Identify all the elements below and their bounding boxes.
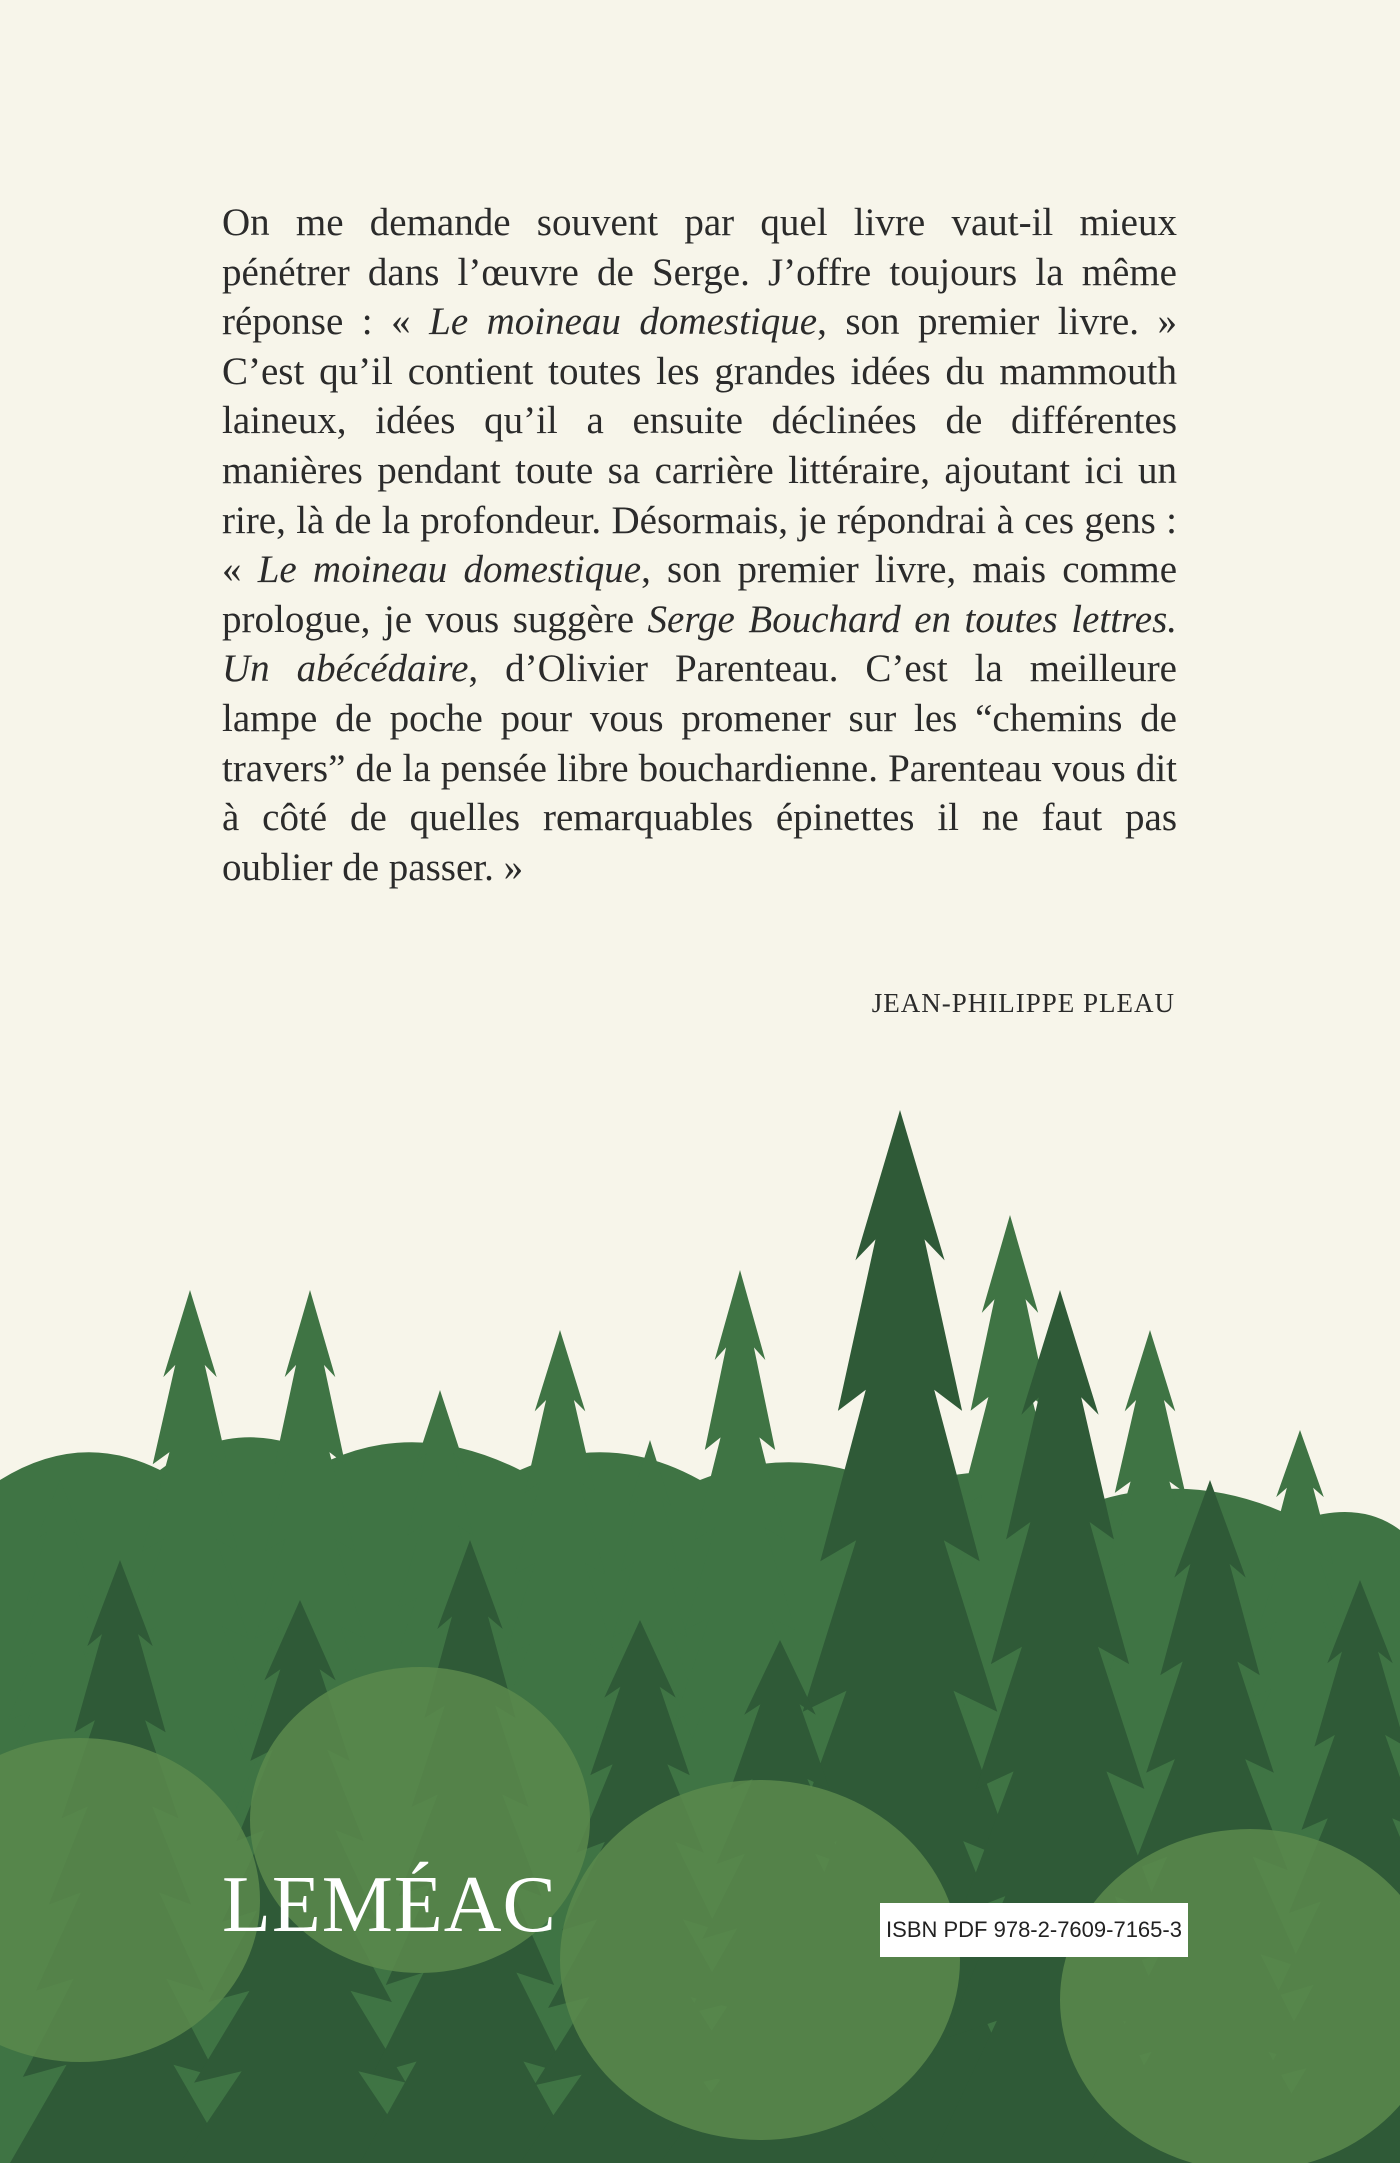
leafy-tree <box>560 1780 960 2140</box>
blurb-part-3: , son premier livre, mais comme prologue, je vous suggère <box>222 548 1177 641</box>
isbn-label: ISBN PDF 978-2-7609-7165-3 <box>880 1903 1188 1957</box>
blurb-part-4: , d’Olivier Parenteau. C’est la meilleure lampe de poche pour vous promener sur les “chemins de travers” de la pensée libre bouchardienne. Parenteau vous dit à côté de quelles remarquables épinettes il ne faut pas oublier de passer. » <box>222 647 1177 889</box>
tree-group <box>0 1110 1400 2163</box>
publisher-logo: LEMÉAC <box>222 1861 557 1949</box>
blurb-part-1: On me demande souvent par quel livre vaut-il mieux pénétrer dans l’œuvre de Serge. J’offre toujours la même réponse : « <box>222 201 1177 344</box>
book-title-2: Le moineau domestique <box>257 548 642 592</box>
book-title-3: Serge Bouchard en toutes lettres. Un abécédaire <box>222 597 1177 691</box>
book-title-1: Le moineau domestique <box>429 300 818 344</box>
blurb-part-2: , son premier livre. » C’est qu’il contient toutes les grandes idées du mammouth laineux, idées qu’il a ensuite déclinées de différentes manières pendant toute sa carrière littéraire, ajoutant ici un rire, là de la profondeur. Désormais, je répondrai à ces gens : « <box>222 300 1177 592</box>
author-signature: JEAN-PHILIPPE PLEAU <box>871 988 1175 1018</box>
